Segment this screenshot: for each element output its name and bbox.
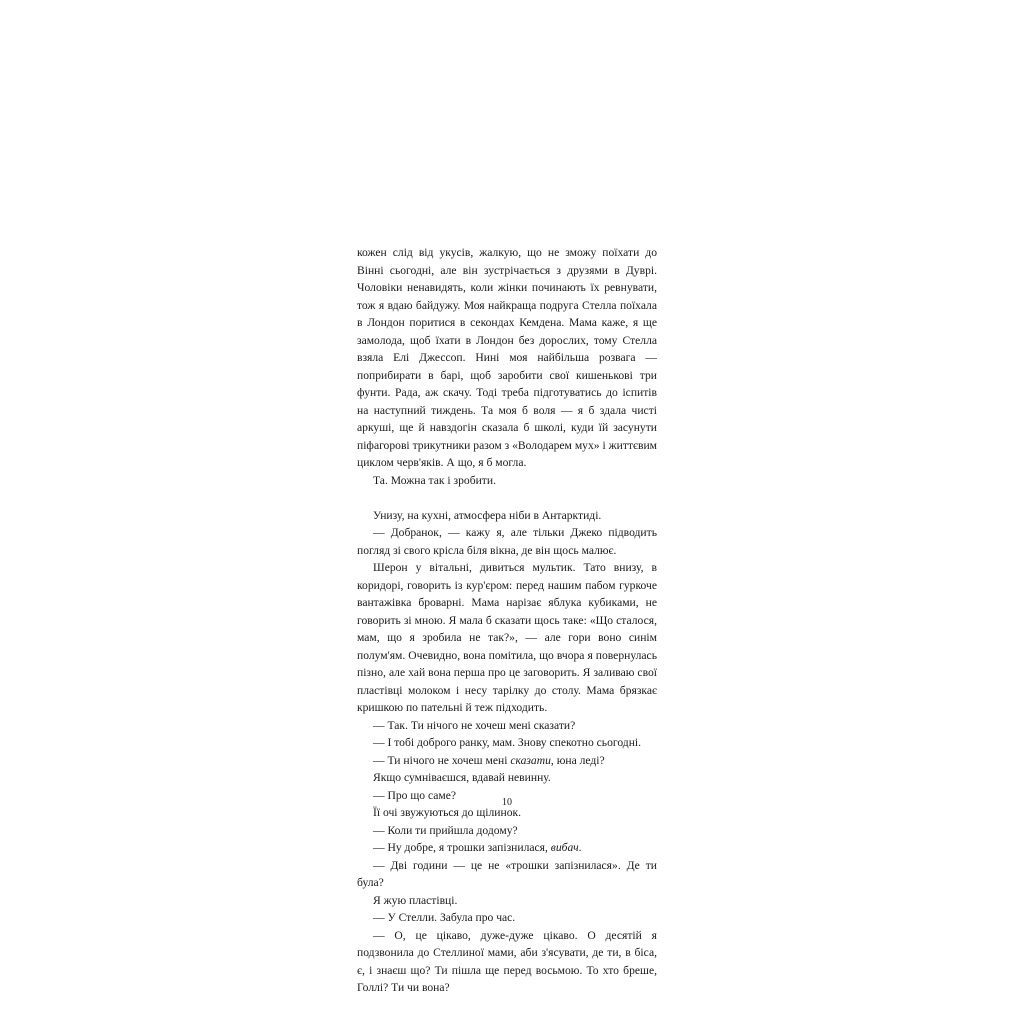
section-break	[357, 489, 657, 507]
page-text	[357, 244, 657, 997]
dialogue-line: — У Стелли. Забула про час.	[373, 911, 516, 924]
dialogue-line: — Так. Ти нічого не хочеш мені сказати?	[373, 718, 576, 732]
dialogue-line	[357, 752, 657, 770]
italic-word: вибач	[550, 841, 579, 854]
paragraph: кожен слід від укусів, жалкую, що не зможу поїхати до Вінні сьогодні, але він зустрічається з друзями в Дуврі. Чоловіки ненавидять, коли жінки починають їх ревнувати, тож я вдаю байдужу. Моя найкраща подруга Стелла поїхала в Лондон поритися в секондах Кемдена. Мама каже, я ще замолода, щоб їхати в Лондон без дорослих, тому Стелла взяла Елі Джессоп. Нині моя найбільша розвага — поприбирати в барі, щоб заробити свої кишенькові три фунти. Рада, аж скачу. Тоді треба підготуватись до іспитів на наступний тиждень. Та моя б воля — я б здала чисті аркуші, ще й навздогін сказала б школі, куди їй засунути піфагорові трикутники разом з «Володарем мух» і життєвим циклом черв'яків. А що, я б могла.	[357, 246, 657, 469]
dialogue-line: — Про що саме?	[373, 788, 457, 802]
dialogue-line: — Дві години — це не «трошки запізнилася». Де ти була?	[357, 858, 657, 889]
paragraph: Шерон у вітальні, дивиться мультик. Тато внизу, в коридорі, говорить із кур'єром: перед нашим пабом гуркоче вантажівка броварні. Мама нарізає яблука кубиками, не говорить зі мною. Я мала б сказати щось таке: «Що сталося, мам, що я зробила не так?», — але гори воно синім полум'ям. Очевидно, вона помітила, що вчора я повернулась пізно, але хай вона перша про це заговорить. Я заливаю свої пластівці молоком і несу тарілку до столу. Мама брязкає кришкою по пательні й теж підходить.	[357, 561, 657, 714]
paragraph: Її очі звужуються до щілинок.	[373, 806, 522, 819]
paragraph: Якщо сумніваєшся, вдавай невинну.	[373, 771, 551, 784]
text-run: — Ну добре, я трошки запізнилася,	[373, 841, 551, 854]
dialogue-line: — О, це цікаво, дуже-дуже цікаво. О десятій я подзвонила до Стеллиної мами, аби з'ясувати, де ти, в біса, є, і знаєш що? Ти пішла ще перед восьмою. То хто бреше, Голлі? Ти чи вона?	[357, 928, 657, 994]
dialogue-line: — Добранок, — кажу я, але тільки Джеко підводить погляд зі свого крісла біля вікна, де він щось малює.	[357, 526, 657, 557]
paragraph: Та. Можна так і зробити.	[373, 473, 496, 487]
dialogue-line	[357, 839, 657, 857]
dialogue-line: — І тобі доброго ранку, мам. Знову спекотно сьогодні.	[373, 736, 642, 749]
italic-word: сказати	[510, 753, 551, 767]
text-run: — Ти нічого не хочеш мені	[373, 753, 511, 767]
text-run: , юна леді?	[550, 753, 605, 767]
text-run: .	[578, 841, 582, 854]
dialogue-line: — Коли ти прийшла додому?	[373, 823, 518, 837]
paragraph: Я жую пластівці.	[373, 893, 458, 907]
paragraph: Унизу, на кухні, атмосфера ніби в Антарктиді.	[373, 508, 602, 522]
page-number: 10	[502, 797, 512, 808]
